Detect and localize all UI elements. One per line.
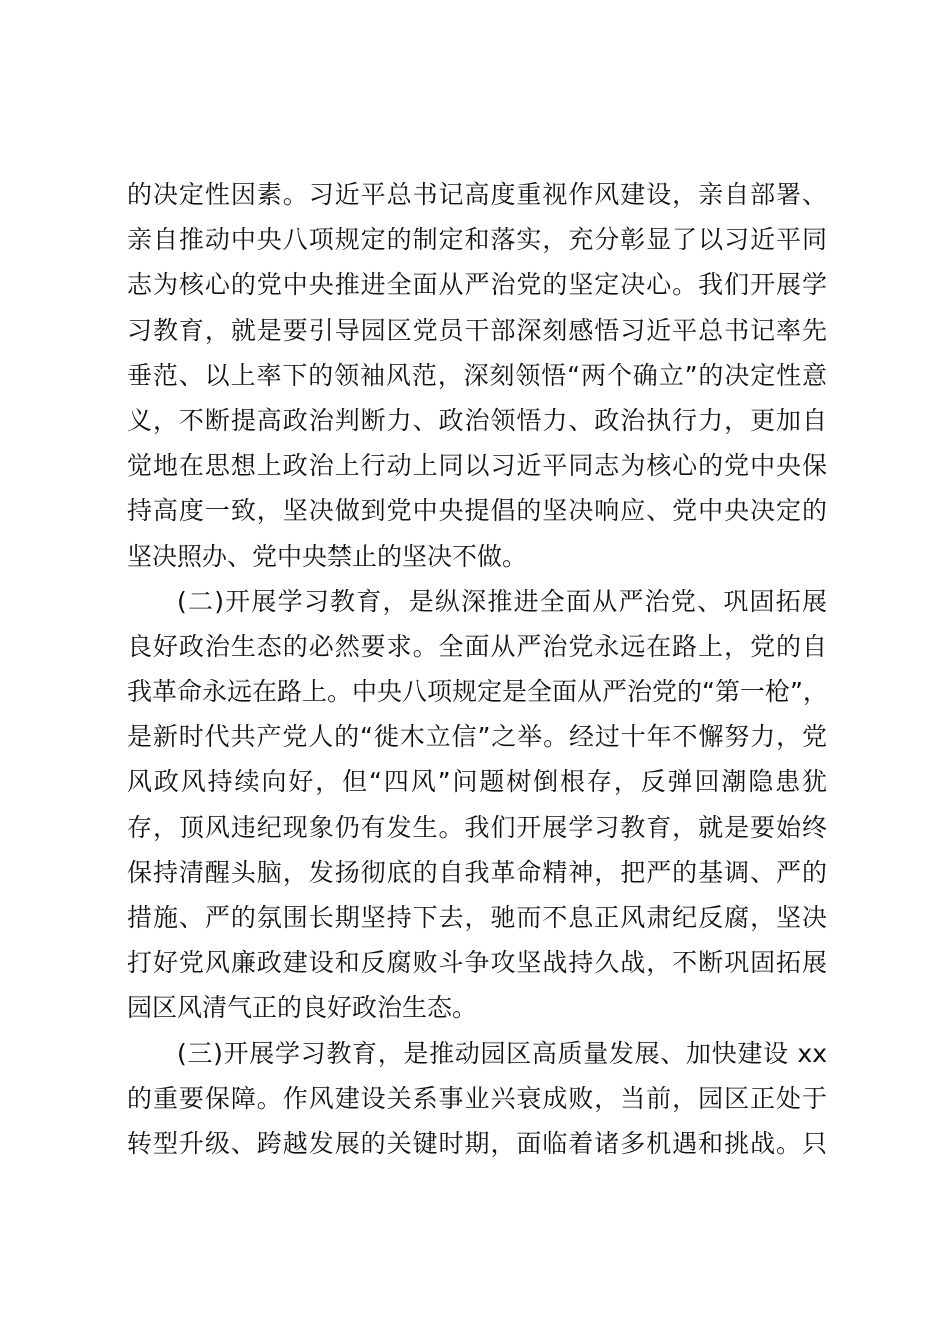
- text-line: 的重要保障。作风建设关系事业兴衰成败，当前，园区正处于: [127, 1083, 827, 1113]
- text-line: 志为核心的党中央推进全面从严治党的坚定决心。我们开展学: [127, 270, 827, 300]
- text-line: 垂范、以上率下的领袖风范，深刻领悟“两个确立”的决定性意: [127, 360, 827, 390]
- text-line: 措施、严的氛围长期坚持下去，驰而不息正风肃纪反腐，坚决: [127, 903, 827, 932]
- text-line: 打好党风廉政建设和反腐败斗争攻坚战持久战，不断巩固拓展: [127, 948, 827, 978]
- text-line: 亲自推动中央八项规定的制定和落实，充分彰显了以习近平同: [127, 225, 827, 255]
- text-line: 的决定性因素。习近平总书记高度重视作风建设，亲自部署、: [127, 180, 827, 209]
- text-line: 园区风清气正的良好政治生态。: [127, 993, 478, 1023]
- paragraph-heading-3: (三)开展学习教育，是推动园区高质量发展、加快建设 xx: [177, 1038, 827, 1068]
- text-line: 良好政治生态的必然要求。全面从严治党永远在路上，党的自: [127, 631, 827, 661]
- paragraph-heading-2: (二)开展学习教育，是纵深推进全面从严治党、巩固拓展: [177, 586, 827, 616]
- text-line: 风政风持续向好，但“四风”问题树倒根存，反弹回潮隐患犹: [127, 767, 827, 797]
- document-body: [127, 172, 827, 1166]
- text-line: 义，不断提高政治判断力、政治领悟力、政治执行力，更加自: [127, 405, 827, 435]
- text-line: 是新时代共产党人的“徙木立信”之举。经过十年不懈努力，党: [127, 722, 827, 752]
- text-line: 我革命永远在路上。中央八项规定是全面从严治党的“第一枪”，: [127, 677, 828, 707]
- text-line: 持高度一致，坚决做到党中央提倡的坚决响应、党中央决定的: [127, 496, 827, 526]
- text-line: 存，顶风违纪现象仍有发生。我们开展学习教育，就是要始终: [127, 812, 827, 842]
- text-line: 转型升级、跨越发展的关键时期，面临着诸多机遇和挑战。只: [127, 1128, 827, 1158]
- text-line: 习教育，就是要引导园区党员干部深刻感悟习近平总书记率先: [127, 315, 827, 345]
- text-line: 觉地在思想上政治上行动上同以习近平同志为核心的党中央保: [127, 451, 827, 481]
- text-line: 保持清醒头脑，发扬彻底的自我革命精神，把严的基调、严的: [127, 857, 827, 887]
- text-line: 坚决照办、党中央禁止的坚决不做。: [127, 541, 528, 571]
